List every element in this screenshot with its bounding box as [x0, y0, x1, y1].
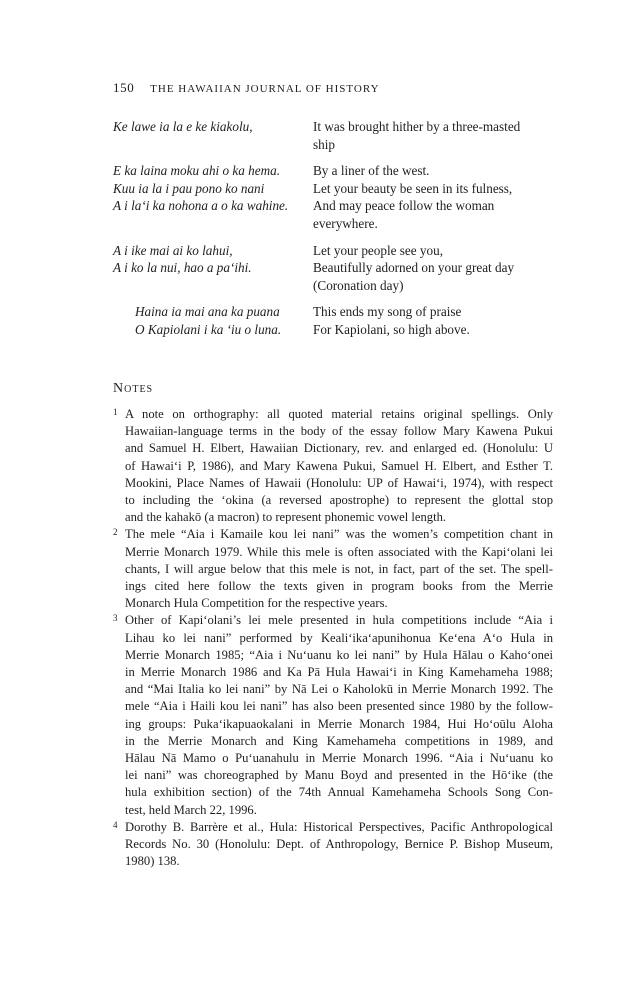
note-line: The mele “Aia i Kamaile kou lei nani” was the women’s competition chant in [125, 527, 553, 542]
note-line: Hawaiian-language terms in the body of the essay follow Mary Kawena Pukui [125, 424, 553, 439]
note-number: 3 [113, 613, 118, 624]
note-1 [113, 406, 553, 526]
note-line: in Merrie Monarch 1986 and Ka Pā Hula Hawai‘i in King Kamehameha 1988; [125, 665, 553, 680]
english-line: And may peace follow the woman [313, 198, 495, 214]
note-number: 4 [113, 819, 118, 830]
poem-stanza [113, 162, 553, 232]
poem [113, 118, 553, 339]
note-line: Other of Kapi‘olani’s lei mele presented in hula competitions include “Aia i [125, 613, 553, 628]
poem-stanza [113, 303, 553, 338]
note-line: A note on orthography: all quoted material retains original spellings. Only [125, 407, 553, 421]
english-text [313, 242, 553, 295]
hawaiian-line: Kuu ia la i pau pono ko nani [113, 180, 265, 196]
english-text [313, 162, 553, 232]
note-3 [113, 612, 553, 818]
note-line: and the kahakō (a macron) to represent phonemic vowel length. [125, 510, 447, 525]
note-line: ings cited here follow the texts given in program books from the Merrie [125, 579, 553, 594]
english-line: It was brought hither by a three-masted [313, 119, 521, 134]
note-line: in the Merrie Monarch and King Kamehameha competitions in 1989, and [125, 733, 553, 748]
note-line: of Hawai‘i P, 1986), and Mary Kawena Pukui, Samuel H. Elbert, and Esther T. [125, 458, 553, 473]
hawaiian-text [113, 162, 313, 232]
hawaiian-line: O Kapiolani i ka ‘iu o luna. [135, 321, 282, 337]
poem-stanza [113, 118, 553, 153]
hawaiian-line: A i ko la nui, hao a pa‘ihi. [113, 260, 252, 276]
note-line: Hālau Nā Mamo o Pu‘uanahulu in Merrie Monarch 1996. “Aia i Nu‘uanu ko [125, 751, 553, 766]
note-line: and Samuel H. Elbert, Hawaiian Dictionary, rev. and enlarged ed. (Honolulu: U [125, 441, 553, 456]
english-line: This ends my song of praise [313, 304, 462, 320]
english-line: everywhere. [313, 215, 378, 231]
english-line: Let your people see you, [313, 242, 444, 258]
running-header [113, 80, 380, 96]
english-line: Let your beauty be seen in its fulness, [313, 180, 513, 196]
note-line: hula exhibition section) of the 74th Annual Kamehameha Schools Song Con- [125, 785, 553, 800]
hawaiian-text [113, 118, 313, 153]
note-4 [113, 819, 553, 871]
hawaiian-line: Ke lawe ia la e ke kiakolu, [113, 119, 253, 134]
note-line: and “Mai Italia ko lei nani” by Nā Lei o Kaholokū in Merrie Monarch 1992. The [125, 682, 553, 697]
note-line: ing groups: Puka‘ikapuaokalani in Merrie Monarch 1984, Hui Ho‘oūlu Aloha [125, 716, 553, 731]
notes-section [113, 406, 553, 870]
hawaiian-line: A i la‘i ka nohona a o ka wahine. [113, 198, 289, 214]
note-line: 1980) 138. [125, 854, 180, 869]
poem-stanza [113, 242, 553, 295]
english-line: For Kapiolani, so high above. [313, 321, 470, 337]
note-line: mele “Aia i Haili kou lei nani” has also been presented since 1980 by the follow- [125, 699, 553, 714]
note-line: Monarch Hula Competition for the respective years. [125, 596, 388, 611]
note-line: Dorothy B. Barrère et al., Hula: Historical Perspectives, Pacific Anthropological [125, 819, 553, 834]
english-line: ship [313, 136, 335, 152]
hawaiian-line: Haina ia mai ana ka puana [135, 304, 280, 320]
note-line: Records No. 30 (Honolulu: Dept. of Anthropology, Bernice P. Bishop Museum, [125, 837, 553, 852]
notes-heading: Notes [113, 381, 154, 396]
note-number: 1 [113, 407, 118, 417]
journal-title: THE HAWAIIAN JOURNAL OF HISTORY [150, 83, 380, 95]
hawaiian-text [113, 242, 313, 295]
english-text [313, 118, 553, 153]
note-number: 2 [113, 527, 118, 538]
note-2 [113, 526, 553, 612]
hawaiian-line: E ka laina moku ahi o ka hema. [113, 163, 281, 179]
english-line: By a liner of the west. [313, 163, 430, 179]
hawaiian-text [113, 303, 313, 338]
hawaiian-line: A i ike mai ai ko lahui, [113, 242, 233, 258]
english-text [313, 303, 553, 338]
note-line: Lihau ko lei nani” performed by Keali‘ika‘apunihonua Ke‘ena A‘o Hula in [125, 630, 553, 645]
note-line: chants, I will argue below that this mele is not, in fact, part of the set. The spell- [125, 561, 553, 576]
note-line: lei nani” was choreographed by Manu Boyd and presented in the Hō‘ike (the [125, 768, 553, 783]
english-line: (Coronation day) [313, 277, 404, 293]
note-line: to including the ‘okina (a reversed apostrophe) to represent the glottal stop [125, 493, 553, 508]
page-number: 150 [113, 80, 135, 95]
note-line: Mookini, Place Names of Hawaii (Honolulu: UP of Hawai‘i, 1974), with respect [125, 475, 553, 490]
note-line: Merrie Monarch 1979. While this mele is often associated with the Kapi‘olani lei [125, 544, 553, 559]
note-line: test, held March 22, 1996. [125, 802, 257, 817]
english-line: Beautifully adorned on your great day [313, 260, 515, 276]
note-line: Merrie Monarch 1985; “Aia i Nu‘uanu ko lei nani” by Hula Hālau o Kaho‘onei [125, 647, 553, 662]
